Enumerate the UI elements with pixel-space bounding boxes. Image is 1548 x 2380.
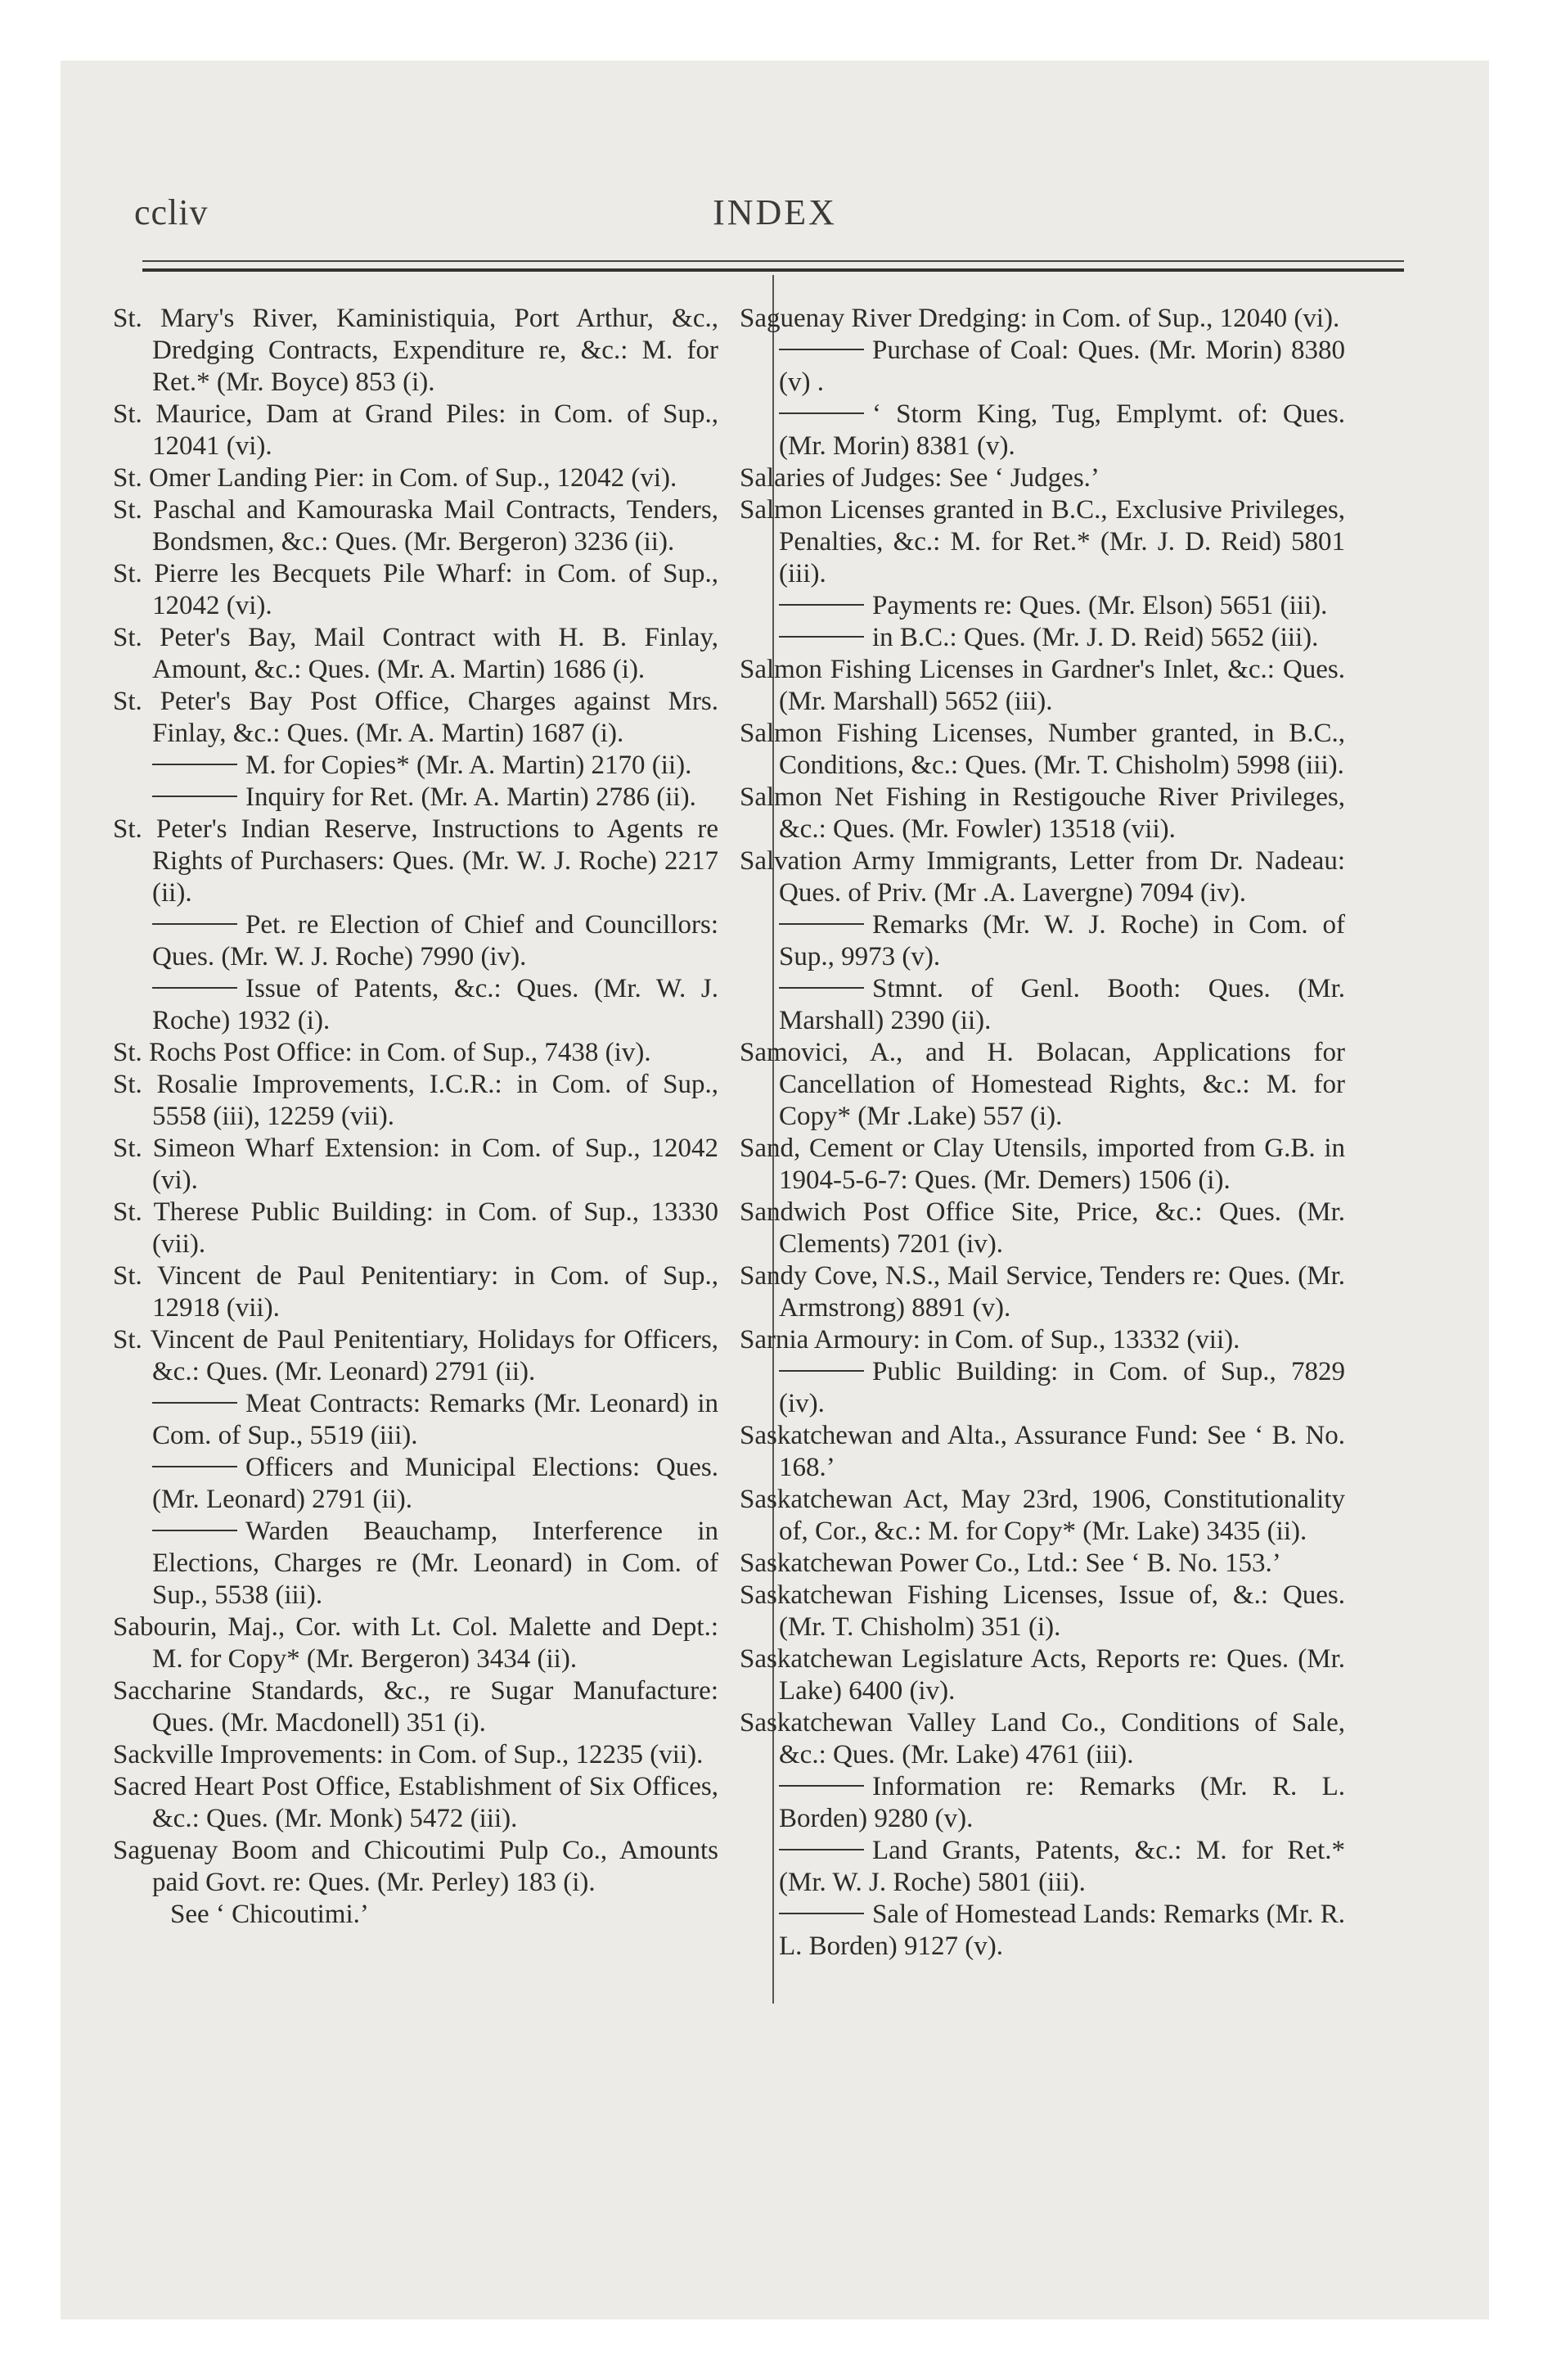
index-entry: Salmon Net Fishing in Restigouche River Privileges, &c.: Ques. (Mr. Fowler) 13518 (vii). <box>740 782 1345 844</box>
index-subentry: Inquiry for Ret. (Mr. A. Martin) 2786 (ii). <box>113 782 718 814</box>
index-entry: Salaries of Judges: See ‘ Judges.’ <box>740 463 1100 493</box>
index-entry: Saccharine Standards, &c., re Sugar Manufacture: Ques. (Mr. Macdonell) 351 (i). <box>113 1676 718 1738</box>
header-rule-thin <box>142 260 1404 262</box>
index-entry: Sackville Improvements: in Com. of Sup., 12235 (vii). <box>113 1740 704 1769</box>
index-entry: Saskatchewan Valley Land Co., Conditions of Sale, &c.: Ques. (Mr. Lake) 4761 (iii). <box>740 1708 1345 1769</box>
index-entry: St. Vincent de Paul Penitentiary: in Com. of Sup., 12918 (vii). <box>113 1261 718 1323</box>
index-entry: See ‘ Chicoutimi.’ <box>170 1900 369 1929</box>
index-entry: Salmon Licenses granted in B.C., Exclusive Privileges, Penalties, &c.: M. for Ret.* (Mr. J. D. Reid) 5801 (iii). <box>740 495 1345 588</box>
index-entry: St. Peter's Indian Reserve, Instructions to Agents re Rights of Purchasers: Ques. (Mr. W. J. Roche) 2217 (ii). <box>113 814 718 908</box>
index-entry: St. Therese Public Building: in Com. of Sup., 13330 (vii). <box>113 1197 718 1259</box>
index-entry: Sarnia Armoury: in Com. of Sup., 13332 (vii). <box>740 1325 1240 1355</box>
index-entry: Sabourin, Maj., Cor. with Lt. Col. Malette and Dept.: M. for Copy* (Mr. Bergeron) 3434 (ii). <box>113 1612 718 1674</box>
scanned-page <box>61 61 1489 2319</box>
page-number: ccliv <box>134 192 209 232</box>
index-entry: Saguenay River Dredging: in Com. of Sup., 12040 (vi). <box>740 304 1340 333</box>
index-entry: Samovici, A., and H. Bolacan, Applications for Cancellation of Homestead Rights, &c.: M. for Copy* (Mr .Lake) 557 (i). <box>740 1038 1345 1131</box>
index-subentry: Sale of Homestead Lands: Remarks (Mr. R. L. Borden) 9127 (v). <box>740 1899 1345 1963</box>
index-entry: Sacred Heart Post Office, Establishment of Six Offices, &c.: Ques. (Mr. Monk) 5472 (iii). <box>113 1772 718 1833</box>
index-entry: Sandy Cove, N.S., Mail Service, Tenders re: Ques. (Mr. Armstrong) 8891 (v). <box>740 1261 1345 1323</box>
header-rule-thick <box>142 268 1404 272</box>
left-column <box>113 303 718 1931</box>
index-entry: St. Simeon Wharf Extension: in Com. of Sup., 12042 (vi). <box>113 1134 718 1195</box>
index-entry: Salvation Army Immigrants, Letter from Dr. Nadeau: Ques. of Priv. (Mr .A. Lavergne) 7094 (iv). <box>740 846 1345 908</box>
index-subentry: M. for Copies* (Mr. A. Martin) 2170 (ii). <box>113 750 718 782</box>
index-subentry: Officers and Municipal Elections: Ques. (Mr. Leonard) 2791 (ii). <box>113 1452 718 1516</box>
index-entry: Salmon Fishing Licenses in Gardner's Inlet, &c.: Ques. (Mr. Marshall) 5652 (iii). <box>740 655 1345 716</box>
index-subentry: Information re: Remarks (Mr. R. L. Borden) 9280 (v). <box>740 1771 1345 1835</box>
index-entry: Sand, Cement or Clay Utensils, imported from G.B. in 1904-5-6-7: Ques. (Mr. Demers) 1506 (i). <box>740 1134 1345 1195</box>
index-subentry: Pet. re Election of Chief and Councillors: Ques. (Mr. W. J. Roche) 7990 (iv). <box>113 909 718 973</box>
index-subentry: Warden Beauchamp, Interference in Elections, Charges re (Mr. Leonard) in Com. of Sup., 5538 (iii). <box>113 1516 718 1611</box>
index-subentry: Payments re: Ques. (Mr. Elson) 5651 (iii). <box>740 590 1345 622</box>
index-entry: St. Pierre les Becquets Pile Wharf: in Com. of Sup., 12042 (vi). <box>113 559 718 620</box>
index-subentry: Land Grants, Patents, &c.: M. for Ret.* (Mr. W. J. Roche) 5801 (iii). <box>740 1835 1345 1899</box>
index-subentry: Purchase of Coal: Ques. (Mr. Morin) 8380 (v) . <box>740 335 1345 399</box>
index-entry: St. Paschal and Kamouraska Mail Contracts, Tenders, Bondsmen, &c.: Ques. (Mr. Bergeron) 3236 (ii). <box>113 495 718 557</box>
index-subentry: Public Building: in Com. of Sup., 7829 (iv). <box>740 1356 1345 1420</box>
index-entry: St. Rochs Post Office: in Com. of Sup., 7438 (iv). <box>113 1038 651 1067</box>
index-subentry: Issue of Patents, &c.: Ques. (Mr. W. J. Roche) 1932 (i). <box>113 973 718 1037</box>
index-entry: St. Maurice, Dam at Grand Piles: in Com. of Sup., 12041 (vi). <box>113 399 718 461</box>
index-entry: Saskatchewan Fishing Licenses, Issue of, &.: Ques. (Mr. T. Chisholm) 351 (i). <box>740 1580 1345 1642</box>
index-entry: Saskatchewan Act, May 23rd, 1906, Constitutionality of, Cor., &c.: M. for Copy* (Mr. Lake) 3435 (ii). <box>740 1485 1345 1546</box>
index-entry: Saskatchewan Legislature Acts, Reports re: Ques. (Mr. Lake) 6400 (iv). <box>740 1644 1345 1706</box>
index-entry: St. Vincent de Paul Penitentiary, Holidays for Officers, &c.: Ques. (Mr. Leonard) 2791 (ii). <box>113 1325 718 1386</box>
index-entry: St. Peter's Bay, Mail Contract with H. B. Finlay, Amount, &c.: Ques. (Mr. A. Martin) 1686 (i). <box>113 623 718 684</box>
index-entry: Saskatchewan Power Co., Ltd.: See ‘ B. No. 153.’ <box>740 1548 1281 1578</box>
index-entry: Salmon Fishing Licenses, Number granted, in B.C., Conditions, &c.: Ques. (Mr. T. Chisholm) 5998 (iii). <box>740 719 1345 780</box>
index-entry: Sandwich Post Office Site, Price, &c.: Ques. (Mr. Clements) 7201 (iv). <box>740 1197 1345 1259</box>
index-entry: St. Omer Landing Pier: in Com. of Sup., 12042 (vi). <box>113 463 677 493</box>
index-subentry: Meat Contracts: Remarks (Mr. Leonard) in Com. of Sup., 5519 (iii). <box>113 1388 718 1452</box>
index-entry: St. Mary's River, Kaministiquia, Port Arthur, &c., Dredging Contracts, Expenditure re, &c.: M. for Ret.* (Mr. Boyce) 853 (i). <box>113 304 718 397</box>
index-entry: St. Peter's Bay Post Office, Charges against Mrs. Finlay, &c.: Ques. (Mr. A. Martin) 1687 (i). <box>113 687 718 748</box>
index-subentry: in B.C.: Ques. (Mr. J. D. Reid) 5652 (iii). <box>740 622 1345 654</box>
index-entry: St. Rosalie Improvements, I.C.R.: in Com. of Sup., 5558 (iii), 12259 (vii). <box>113 1070 718 1131</box>
index-subentry: ‘ Storm King, Tug, Emplymt. of: Ques. (Mr. Morin) 8381 (v). <box>740 399 1345 462</box>
index-entry: Saguenay Boom and Chicoutimi Pulp Co., Amounts paid Govt. re: Ques. (Mr. Perley) 183 (i). <box>113 1836 718 1897</box>
index-entry: Saskatchewan and Alta., Assurance Fund: See ‘ B. No. 168.’ <box>740 1421 1345 1482</box>
page-title: INDEX <box>713 192 837 232</box>
index-subentry: Remarks (Mr. W. J. Roche) in Com. of Sup., 9973 (v). <box>740 909 1345 973</box>
index-subentry: Stmnt. of Genl. Booth: Ques. (Mr. Marshall) 2390 (ii). <box>740 973 1345 1037</box>
right-column <box>740 303 1345 1963</box>
